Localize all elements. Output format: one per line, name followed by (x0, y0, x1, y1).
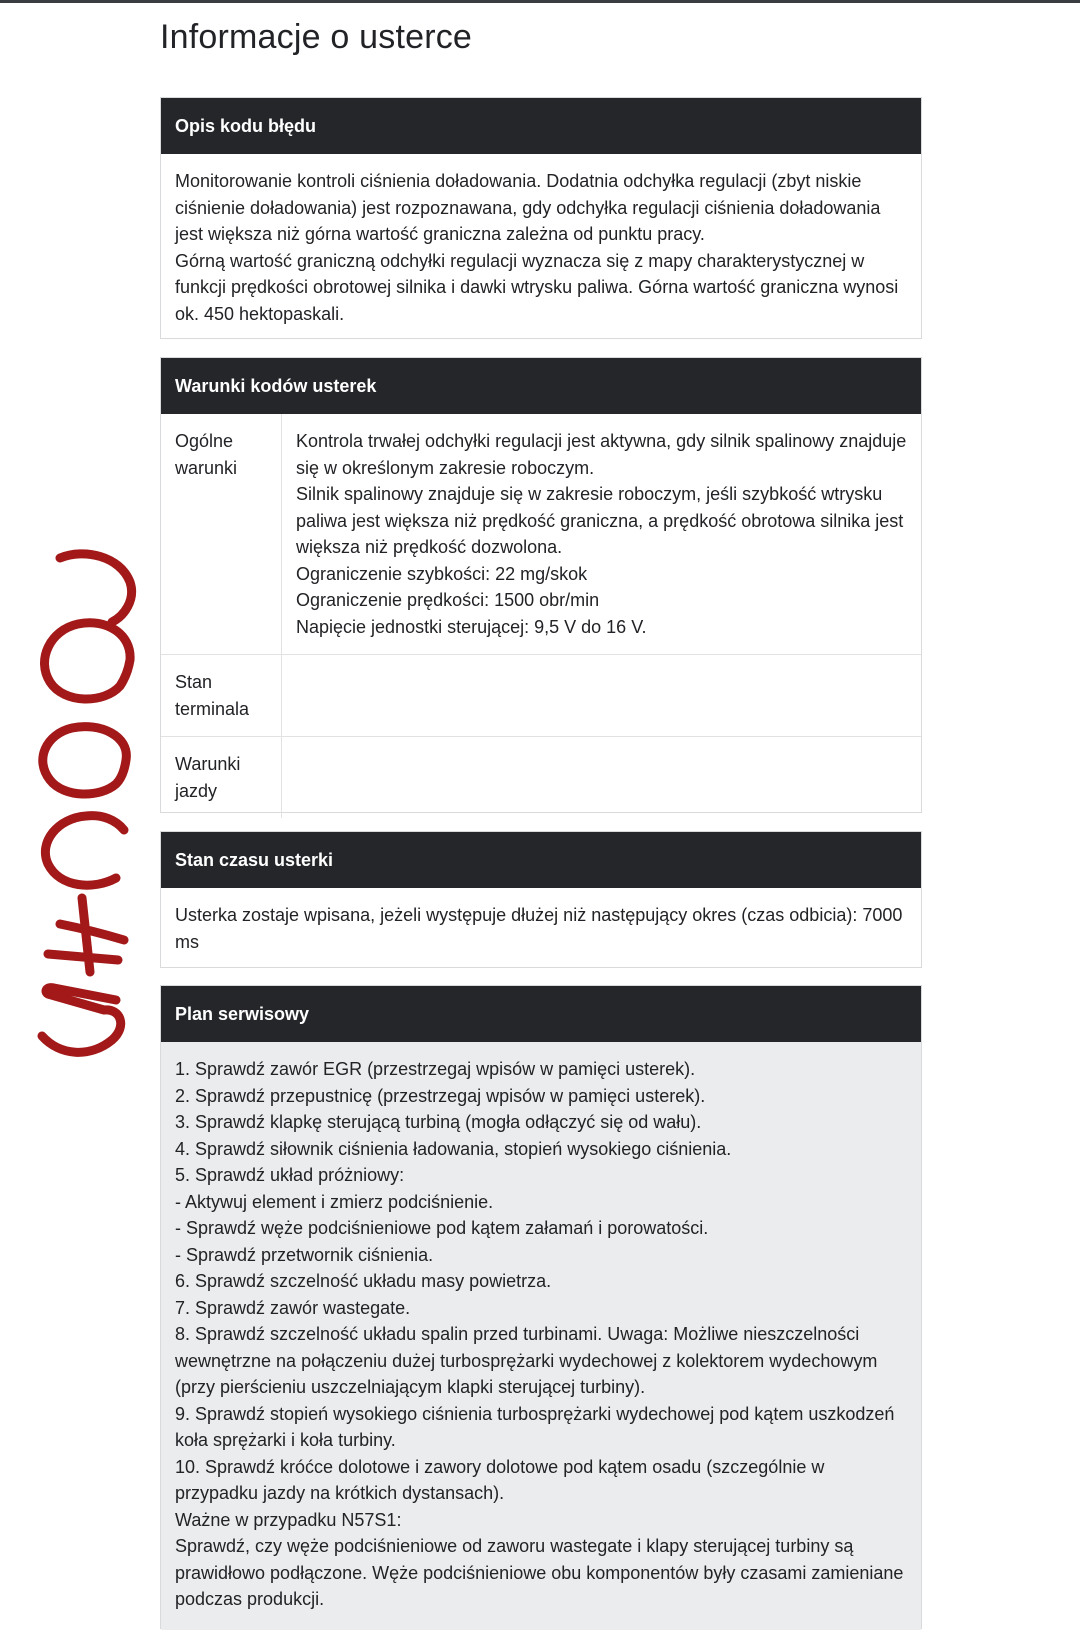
page-title: Informacje o usterce (160, 18, 473, 56)
list-item: - Aktywuj element i zmierz podciśnienie. (175, 1191, 494, 1212)
handwritten-code-signature (20, 548, 150, 1068)
list-item: 4. Sprawdź siłownik ciśnienia ładowania, stopień wysokiego ciśnienia. (175, 1138, 732, 1159)
fault-timing-text: Usterka zostaje wpisana, jeżeli występuje dłużej niż następujący okres (czas odbicia): 7000 ms (175, 905, 903, 952)
condition-label-general: Ogólne warunki (161, 414, 282, 655)
condition-line: Ograniczenie szybkości: 22 mg/skok (296, 563, 588, 584)
table-row (161, 414, 921, 655)
condition-label-terminal: Stan terminala (161, 655, 282, 737)
condition-line: Ograniczenie prędkości: 1500 obr/min (296, 590, 600, 610)
fault-conditions-table (161, 414, 921, 818)
list-item: Sprawdź, czy węże podciśnieniowe od zaworu wastegate i klapy sterującej turbiny są prawidłowo podłączone. Węże podciśnieniowe obu komponentów były czasami zamieniane podczas produkcji. (175, 1536, 904, 1609)
list-item: 5. Sprawdź układ próżniowy: (175, 1165, 405, 1185)
error-description-paragraph: Monitorowanie kontroli ciśnienia doładowania. Dodatnia odchyłka regulacji (zbyt niskie ciśnienie doładowania) jest rozpoznawana, gdy odchyłka regulacji ciśnienia doładowania jest większa niż górna wartość graniczna zależna od punktu pracy. (175, 171, 881, 244)
service-plan-section (160, 985, 922, 1629)
fault-conditions-section (160, 357, 922, 813)
error-description-paragraph: Górną wartość graniczną odchyłki regulacji wyznacza się z mapy charakterystycznej w funkcji prędkości obrotowej silnika i dawki wtrysku paliwa. Górna wartość graniczna wynosi ok. 450 hektopaskali. (175, 250, 899, 324)
condition-value-terminal (282, 655, 922, 737)
list-item: 6. Sprawdź szczelność układu masy powietrza. (175, 1271, 552, 1291)
fault-timing-body (161, 888, 921, 971)
list-item: 8. Sprawdź szczelność układu spalin przed turbinami. Uwaga: Możliwe nieszczelności wewnętrzne na połączeniu dużej turbosprężarki wydechowej z kolektorem wydechowym (przy pierścieniu uszczelniającym klapki sterującej turbiny). (175, 1324, 878, 1397)
list-item: 7. Sprawdź zawór wastegate. (175, 1297, 411, 1318)
list-item: 1. Sprawdź zawór EGR (przestrzegaj wpisów w pamięci usterek). (175, 1059, 696, 1079)
condition-line: Kontrola trwałej odchyłki regulacji jest aktywna, gdy silnik spalinowy znajduje się w określonym zakresie roboczym. (296, 431, 907, 478)
fault-timing-header: Stan czasu usterki (161, 832, 921, 888)
list-item: 9. Sprawdź stopień wysokiego ciśnienia turbosprężarki wydechowej pod kątem uszkodzeń koła sprężarki i koła turbiny. (175, 1403, 895, 1450)
service-plan-body (161, 1042, 921, 1630)
fault-conditions-header: Warunki kodów usterek (161, 358, 921, 414)
list-item: 2. Sprawdź przepustnicę (przestrzegaj wpisów w pamięci usterek). (175, 1085, 706, 1106)
list-item: - Sprawdź przetwornik ciśnienia. (175, 1244, 434, 1265)
condition-line: Napięcie jednostki sterującej: 9,5 V do 16 V. (296, 616, 647, 637)
top-rule (0, 0, 1080, 3)
list-item: 10. Sprawdź króćce dolotowe i zawory dolotowe pod kątem osadu (szczególnie w przypadku jazdy na krótkich dystansach). (175, 1456, 825, 1503)
error-description-body (161, 154, 921, 343)
list-item: 3. Sprawdź klapkę sterującą turbiną (mogła odłączyć się od wału). (175, 1112, 702, 1132)
error-description-section (160, 97, 922, 339)
condition-label-driving: Warunki jazdy (161, 737, 282, 819)
service-plan-header: Plan serwisowy (161, 986, 921, 1042)
table-row (161, 655, 921, 737)
table-row (161, 737, 921, 819)
condition-line: Silnik spalinowy znajduje się w zakresie roboczym, jeśli szybkość wtrysku paliwa jest większa niż prędkość graniczna, a prędkość obrotowa silnika jest większa niż prędkość dozwolona. (296, 484, 904, 557)
list-item: - Sprawdź węże podciśnieniowe pod kątem załamań i porowatości. (175, 1218, 709, 1238)
error-description-header: Opis kodu błędu (161, 98, 921, 154)
condition-value-driving (282, 737, 922, 819)
fault-timing-section (160, 831, 922, 968)
condition-value-general (282, 414, 922, 655)
list-item: Ważne w przypadku N57S1: (175, 1509, 402, 1530)
